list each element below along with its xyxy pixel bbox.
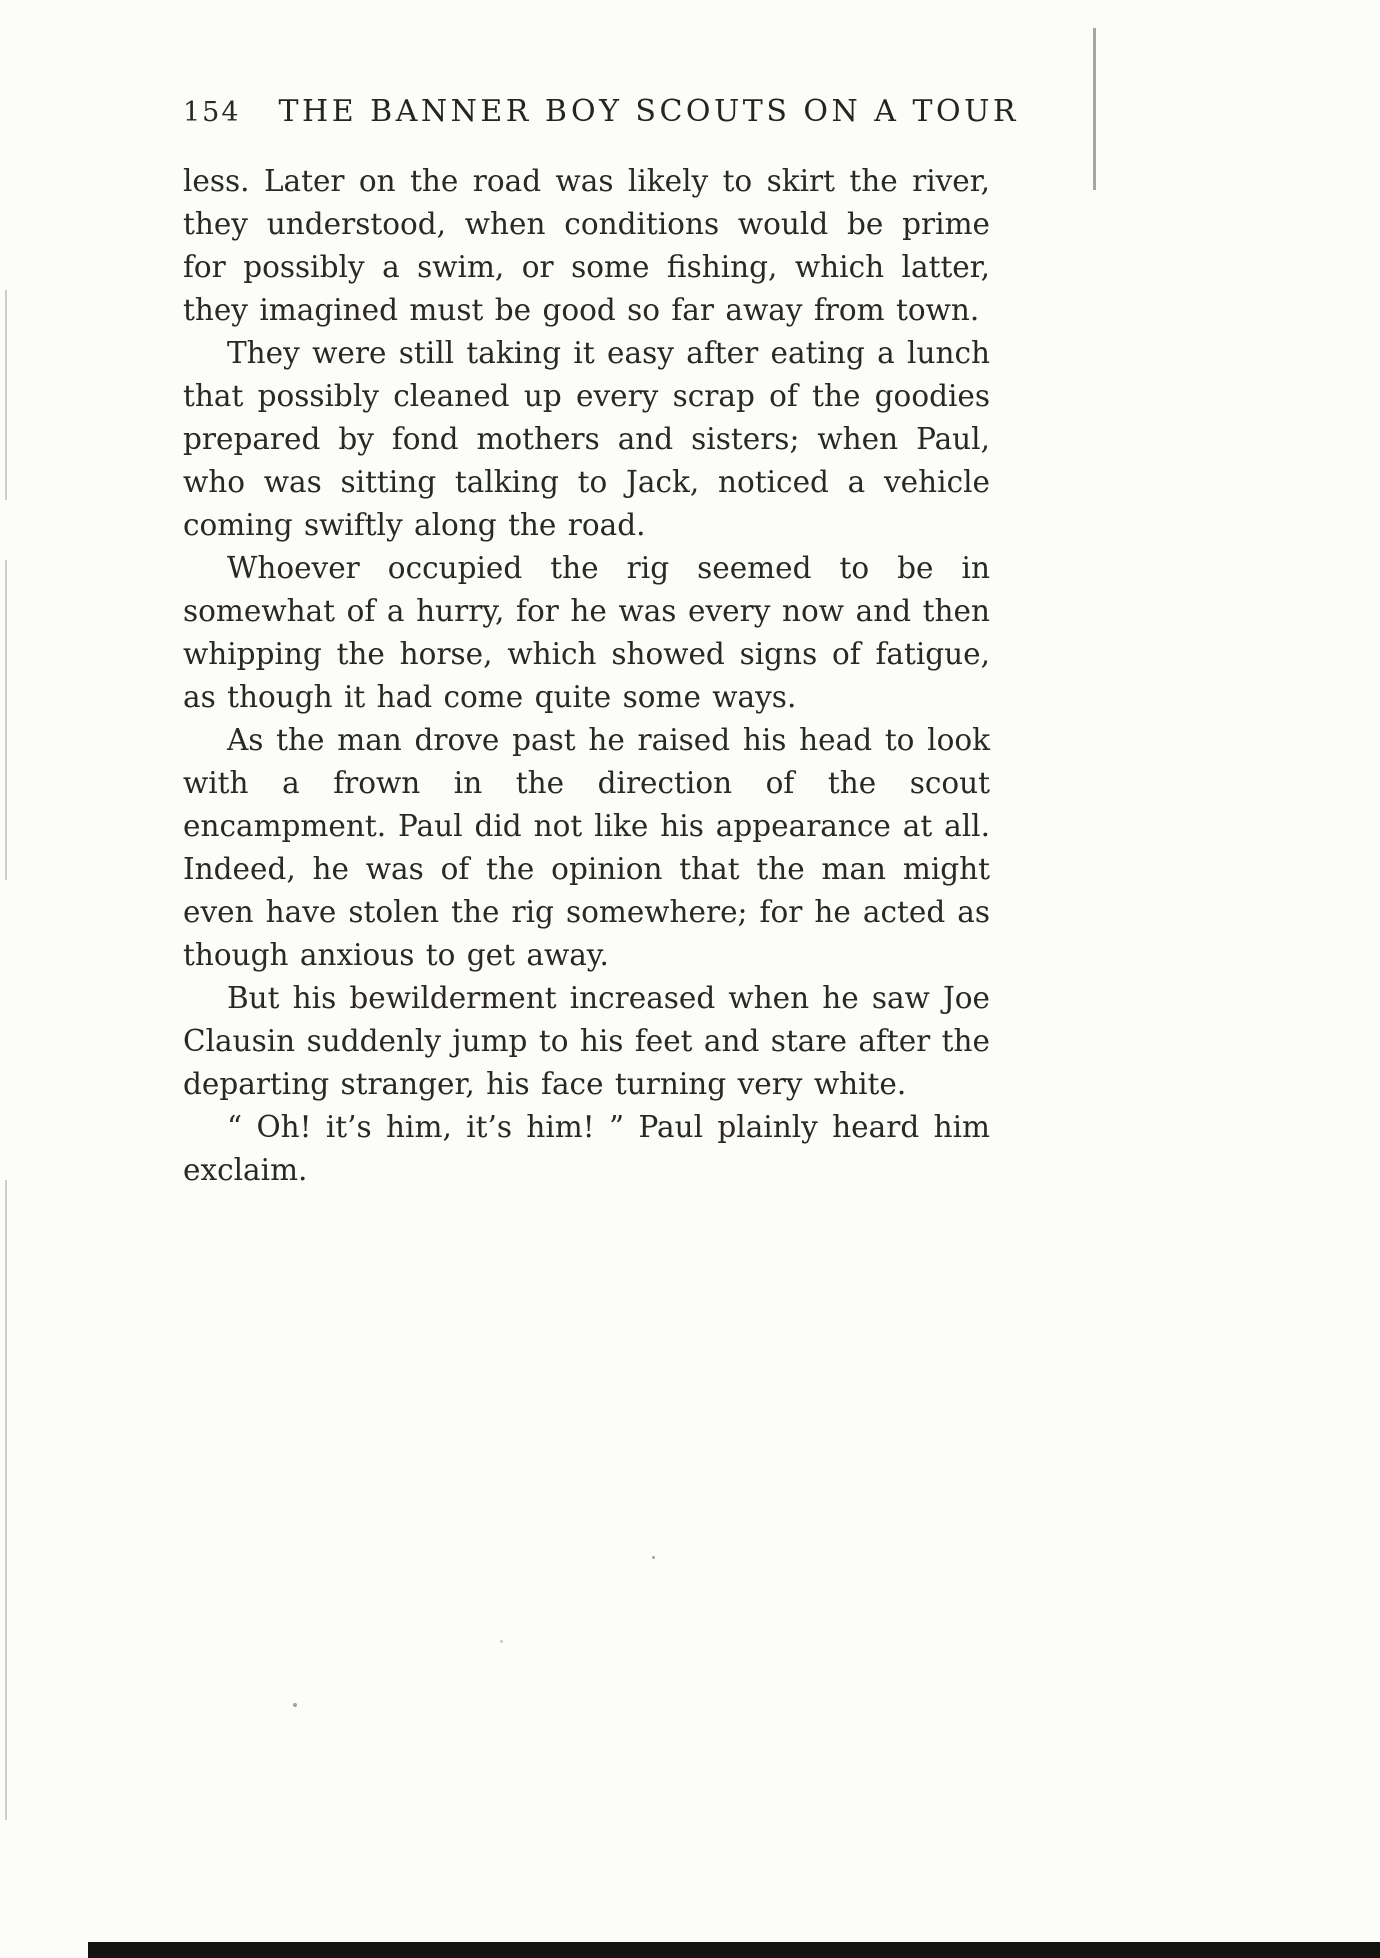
scan-artifact-left-mark [5, 560, 7, 880]
running-title: THE BANNER BOY SCOUTS ON A TOUR [278, 94, 1019, 129]
scan-speck [500, 1640, 503, 1643]
paragraph: They were still taking it easy after eating a lunch that possibly cleaned up every scrap of the goodies prepared by fond mothers and sisters; when Paul, who was sitting talking to Jack, noticed a vehicle coming swiftly along the road. [183, 336, 990, 542]
scan-artifact-bottom-bar [88, 1942, 1380, 1958]
text-block [183, 160, 990, 1192]
paragraph: less. Later on the road was likely to skirt the river, they understood, when conditions would be prime for possibly a swim, or some fishing, which latter, they imagined must be good so far away from town. [183, 164, 990, 327]
paragraph: “ Oh! it’s him, it’s him! ” Paul plainly heard him exclaim. [183, 1110, 990, 1187]
scan-speck [652, 1556, 655, 1559]
scan-speck [293, 1703, 297, 1707]
scan-artifact-left-mark [5, 1180, 7, 1820]
paragraph: But his bewilderment increased when he saw Joe Clausin suddenly jump to his feet and stare after the departing stranger, his face turning very white. [183, 981, 990, 1101]
scan-artifact-left-mark [5, 290, 7, 500]
paragraph: As the man drove past he raised his head to look with a frown in the direction of the scout encampment. Paul did not like his appearance at all. Indeed, he was of the opinion that the man might even have stolen the rig somewhere; for he acted as though anxious to get away. [183, 723, 990, 972]
paragraph: Whoever occupied the rig seemed to be in somewhat of a hurry, for he was every now and then whipping the horse, which showed signs of fatigue, as though it had come quite some ways. [183, 551, 990, 714]
page-header [183, 94, 1019, 129]
page-number: 154 [183, 97, 241, 128]
scan-artifact-right-line [1093, 28, 1096, 190]
